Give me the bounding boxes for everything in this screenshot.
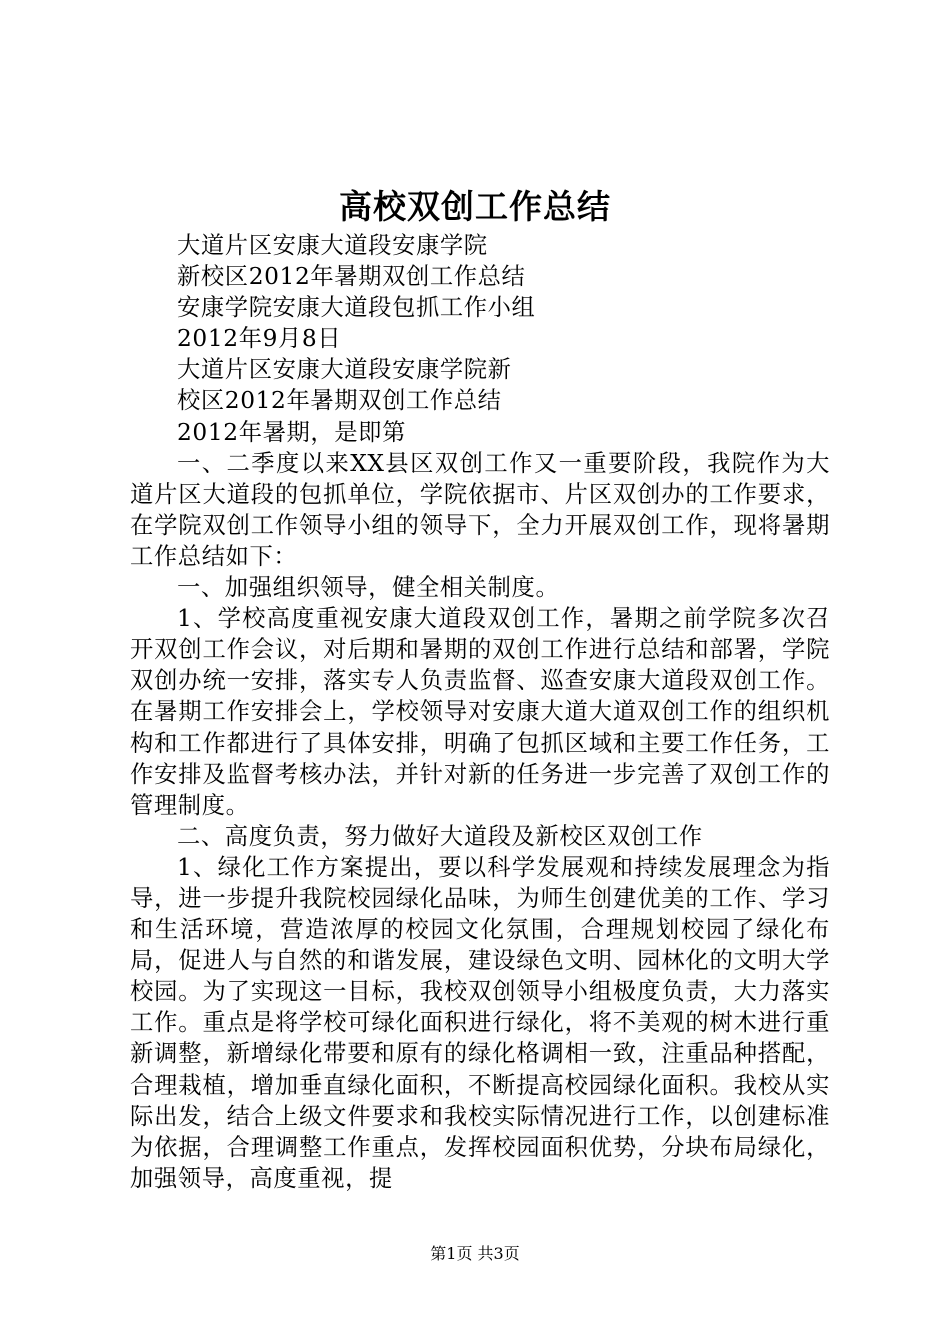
header-line: 安康学院安康大道段包抓工作小组 [177, 294, 536, 322]
header-line: 大道片区安康大道段安康学院新 [177, 356, 512, 384]
body-paragraph: 1、绿化工作方案提出，要以科学发展观和持续发展理念为指导，进一步提升我院校园绿化品味，为师生创建优美的工作、学习和生活环境，营造浓厚的校园文化氛围，合理规划校园了绿化布局，促进人与自然的和谐发展，建设绿色文明、园林化的文明大学校园。为了实现这一目标，我校双创领导小组极度负责，大力落实工作。重点是将学校可绿化面积进行绿化，将不美观的树木进行重新调整，新增绿化带要和原有的绿化格调相一致，注重品种搭配，合理栽植，增加垂直绿化面积，不断提高校园绿化面积。我校从实际出发，结合上级文件要求和我校实际情况进行工作，以创建标准为依据，合理调整工作重点，发挥校园面积优势，分块布局绿化，加强领导，高度重视，提 [130, 853, 830, 1192]
header-line: 2012年9月8日 [177, 325, 342, 353]
body-paragraph: 1、学校高度重视安康大道段双创工作，暑期之前学院多次召开双创工作会议，对后期和暑期的双创工作进行总结和部署，学院双创办统一安排，落实专人负责监督、巡查安康大道段双创工作。在暑期工作安排会上，学校领导对安康大道大道双创工作的组织机构和工作都进行了具体安排，明确了包抓区域和主要工作任务，工作安排及监督考核办法，并针对新的任务进一步完善了双创工作的管理制度。 [130, 605, 830, 819]
section-heading: 二、高度负责，努力做好大道段及新校区双创工作 [177, 822, 703, 850]
header-line: 2012年暑期，是即第 [177, 418, 406, 446]
header-line: 大道片区安康大道段安康学院 [177, 232, 488, 259]
header-line: 新校区2012年暑期双创工作总结 [177, 263, 526, 291]
header-line: 校区2012年暑期双创工作总结 [177, 387, 502, 415]
section-heading: 一、加强组织领导，健全相关制度。 [177, 574, 560, 602]
document-title: 高校双创工作总结 [339, 187, 611, 226]
body-paragraph: 一、二季度以来XX县区双创工作又一重要阶段，我院作为大道片区大道段的包抓单位，学院依据市、片区双创办的工作要求，在学院双创工作领导小组的领导下，全力开展双创工作，现将暑期工作总结如下： [130, 449, 830, 570]
document-body [130, 230, 830, 1194]
page-number-footer: 第1页 共3页 [430, 1244, 520, 1263]
